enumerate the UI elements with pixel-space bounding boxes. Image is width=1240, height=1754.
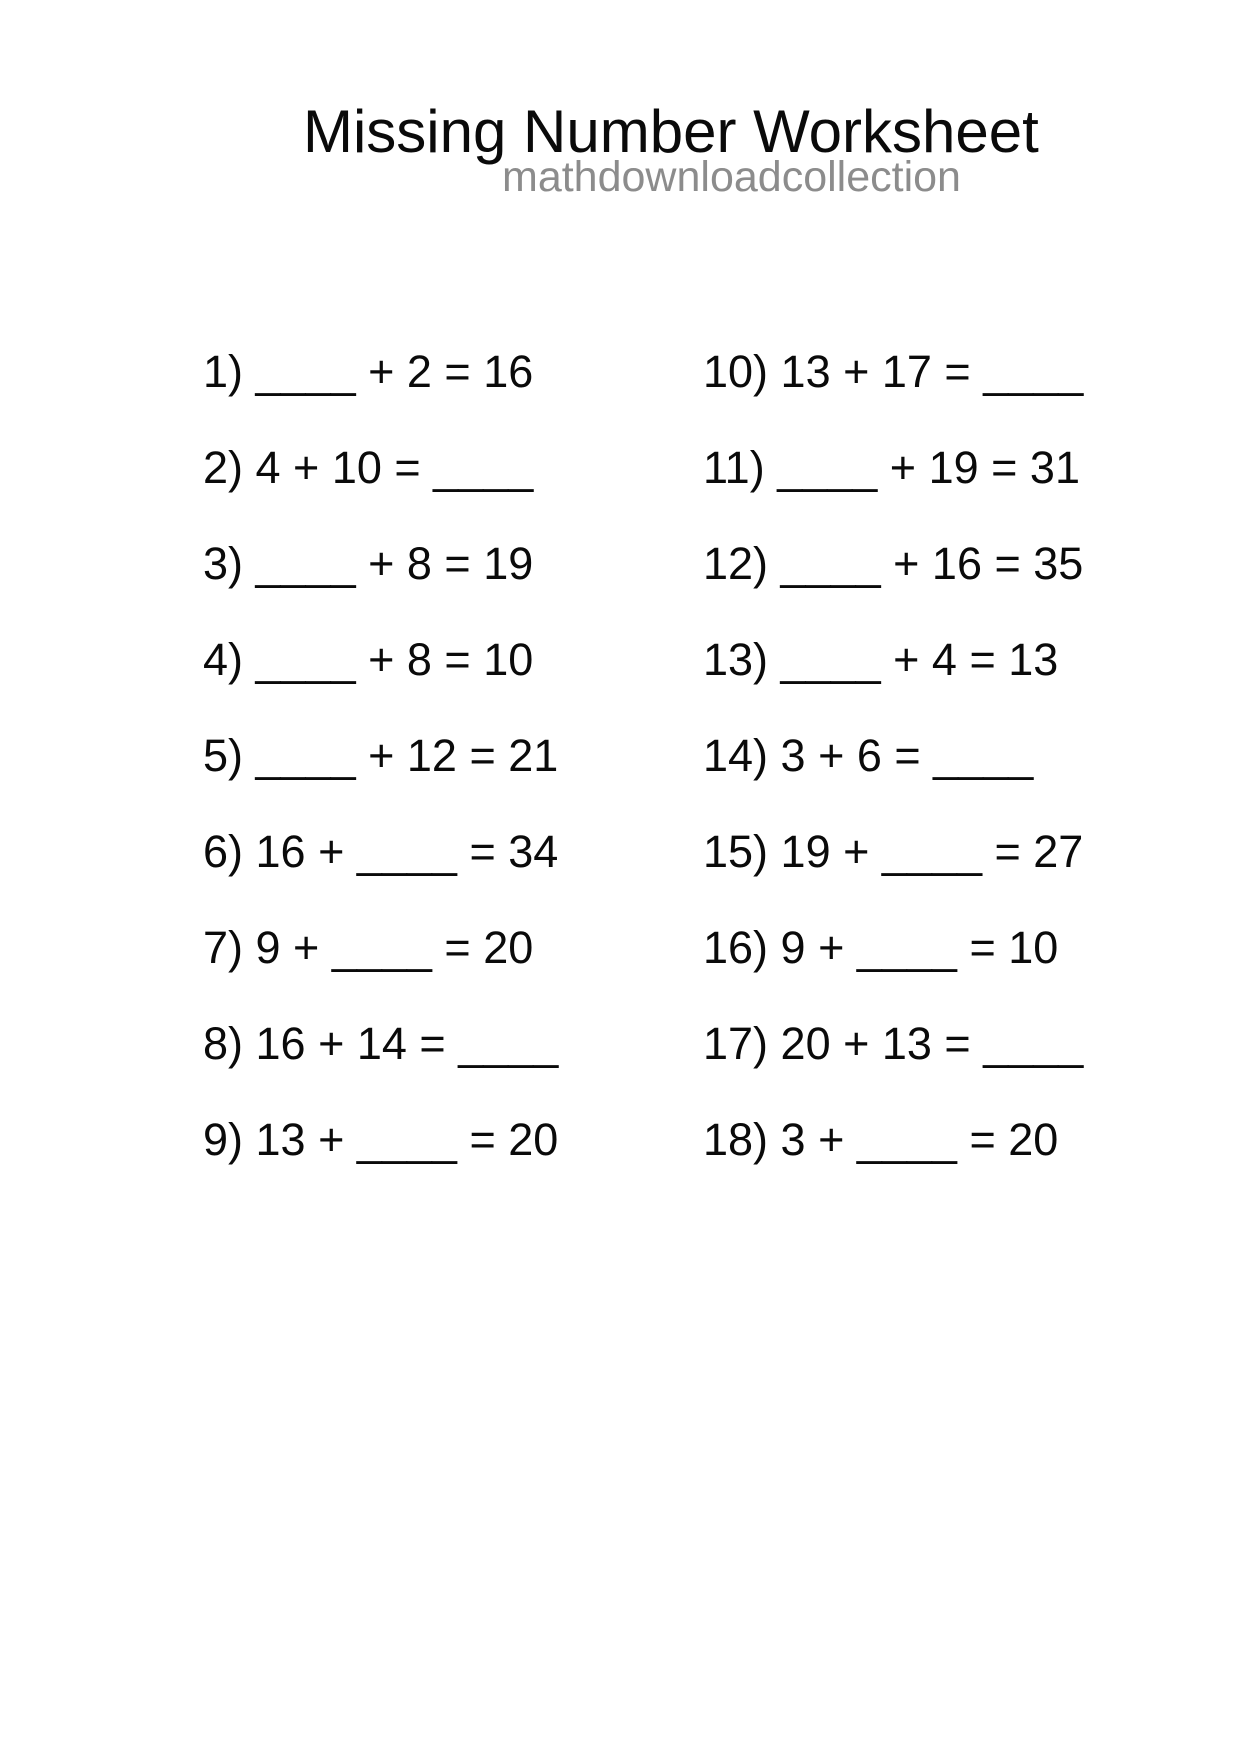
page-subtitle: mathdownloadcollection (502, 153, 961, 201)
problem-item-2: 2) 4 + 10 = ____ (203, 442, 534, 493)
problem-item-9: 9) 13 + ____ = 20 (203, 1114, 559, 1165)
problem-item-15: 15) 19 + ____ = 27 (703, 826, 1084, 877)
problem-item-11: 11) ____ + 19 = 31 (703, 442, 1080, 493)
problem-item-12: 12) ____ + 16 = 35 (703, 538, 1084, 589)
problem-item-10: 10) 13 + 17 = ____ (703, 346, 1084, 397)
problem-item-6: 6) 16 + ____ = 34 (203, 826, 559, 877)
page-title: Missing Number Worksheet (303, 98, 1039, 165)
problem-item-16: 16) 9 + ____ = 10 (703, 922, 1059, 973)
problem-item-5: 5) ____ + 12 = 21 (203, 730, 559, 781)
problem-item-7: 7) 9 + ____ = 20 (203, 922, 534, 973)
problem-item-3: 3) ____ + 8 = 19 (203, 538, 534, 589)
problem-item-8: 8) 16 + 14 = ____ (203, 1018, 559, 1069)
problem-item-4: 4) ____ + 8 = 10 (203, 634, 534, 685)
problem-item-1: 1) ____ + 2 = 16 (203, 346, 534, 397)
problem-item-14: 14) 3 + 6 = ____ (703, 730, 1034, 781)
problems-right-column (703, 324, 1083, 1188)
problem-item-13: 13) ____ + 4 = 13 (703, 634, 1059, 685)
problem-item-17: 17) 20 + 13 = ____ (703, 1018, 1084, 1069)
problem-item-18: 18) 3 + ____ = 20 (703, 1114, 1059, 1165)
problems-left-column (203, 324, 558, 1188)
